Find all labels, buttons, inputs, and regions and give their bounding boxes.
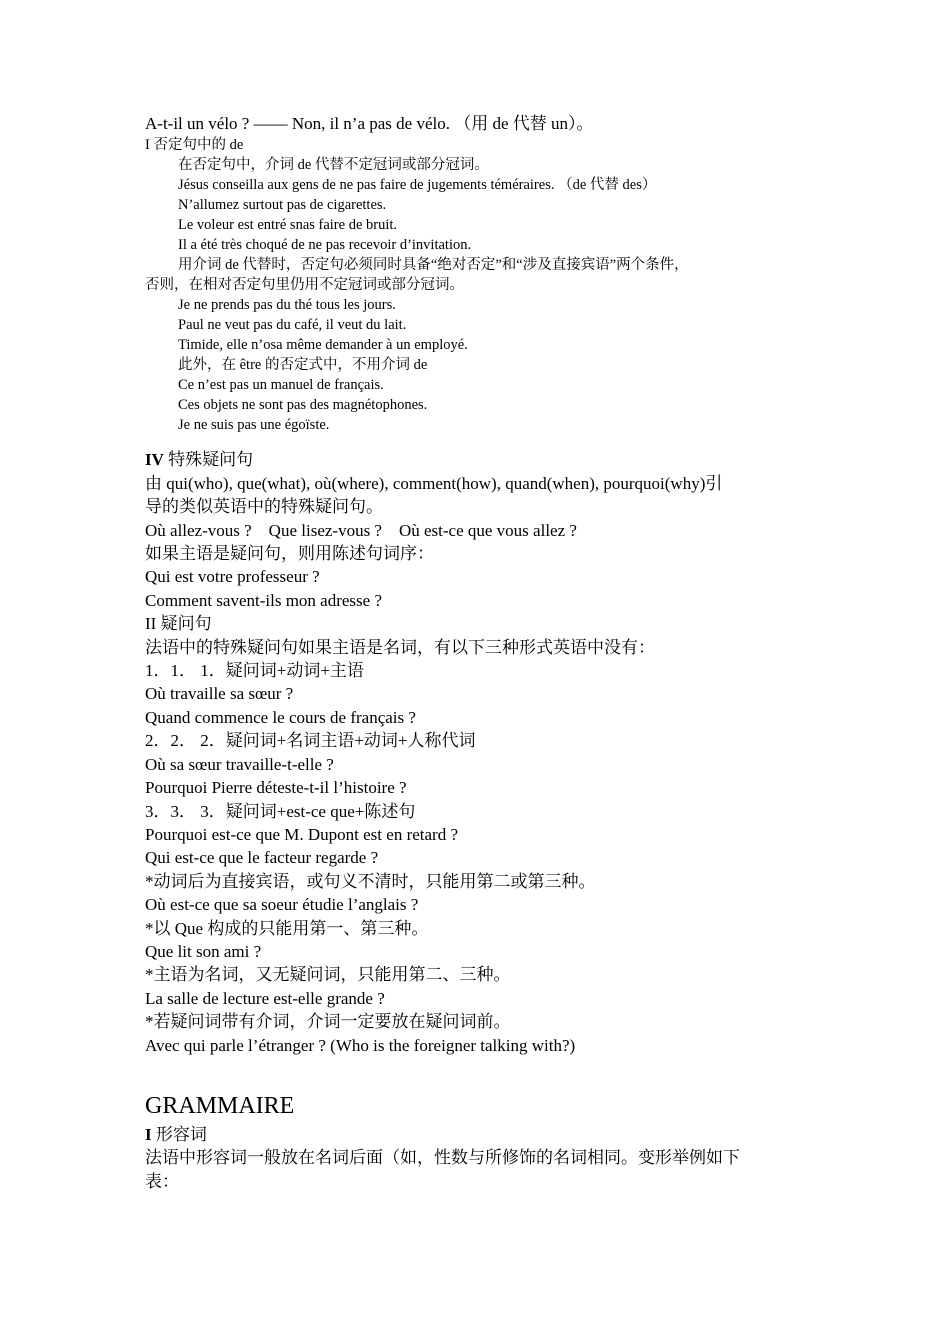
question-intro-cont: 导的类似英语中的特殊疑问句。 (145, 497, 383, 517)
question-intro: 由 qui(who), que(what), où(where), comment(how), quand(when), pourquoi(why)引 (145, 473, 723, 493)
question-line: 法语中的特殊疑问句如果主语是名词，有以下三种形式英语中没有： (145, 637, 655, 657)
question-line: *动词后为直接宾语，或句义不清时，只能用第二或第三种。 (145, 871, 596, 891)
negation-example: Jésus conseilla aux gens de ne pas faire de jugements téméraires. （de 代替 des） (178, 177, 657, 194)
negation-example: Il a été très choqué de ne pas recevoir d’invitation. (178, 237, 472, 254)
question-line: La salle de lecture est-elle grande ? (145, 988, 385, 1008)
negation-rule-3: 此外，在 être 的否定式中，不用介词 de (178, 357, 428, 374)
question-line: 1．1． 1．疑问词+动词+主语 (145, 661, 364, 681)
adjective-text: 法语中形容词一般放在名词后面（如，性数与所修饰的名词相同。变形举例如下 (145, 1148, 740, 1168)
question-line: Quand commence le cours de français ? (145, 707, 416, 727)
adjective-heading-number: I (145, 1124, 152, 1144)
question-line: Où allez-vous ? Que lisez-vous ? Où est-ce que vous allez ? (145, 520, 577, 540)
question-line: Pourquoi Pierre déteste-t-il l’histoire ? (145, 778, 407, 798)
negation-heading: I 否定句中的 de (145, 137, 244, 154)
question-line: 如果主语是疑问句，则用陈述句词序： (145, 544, 434, 564)
intro-line: A-t-il un vélo ? —— Non, il n’a pas de vélo. （用 de 代替 un）。 (145, 114, 594, 133)
question-line: 2．2． 2．疑问词+名词主语+动词+人称代词 (145, 731, 476, 751)
grammar-title: GRAMMAIRE (145, 1092, 295, 1119)
adjective-text-cont: 表： (145, 1171, 179, 1191)
negation-example: Le voleur est entré snas faire de bruit. (178, 217, 398, 234)
question-line: Qui est-ce que le facteur regarde ? (145, 848, 379, 868)
question-heading (145, 448, 810, 471)
question-line: Où sa sœur travaille-t-elle ? (145, 754, 334, 774)
question-line: *以 Que 构成的只能用第一、第三种。 (145, 918, 429, 938)
negation-rule-1: 在否定句中，介词 de 代替不定冠词或部分冠词。 (178, 157, 489, 174)
negation-example: Paul ne veut pas du café, il veut du lait. (178, 317, 407, 334)
spacer (145, 435, 810, 448)
negation-rule-2: 用介词 de 代替时，否定句必须同时具备“绝对否定”和“涉及直接宾语”两个条件， (178, 257, 689, 274)
question-line: Que lit son ami ? (145, 941, 262, 961)
negation-example: Je ne prends pas du thé tous les jours. (178, 297, 396, 314)
question-line: Avec qui parle l’étranger ? (Who is the foreigner talking with?) (145, 1035, 576, 1055)
document-page (145, 112, 810, 1193)
question-line: *若疑问词带有介词，介词一定要放在疑问词前。 (145, 1012, 511, 1032)
negation-example: Ce n’est pas un manuel de français. (178, 377, 384, 394)
question-line: Comment savent-ils mon adresse ? (145, 590, 383, 610)
question-line: 3．3． 3．疑问词+est-ce que+陈述句 (145, 801, 416, 821)
question-line: Pourquoi est-ce que M. Dupont est en retard ? (145, 824, 458, 844)
negation-example: N’allumez surtout pas de cigarettes. (178, 197, 387, 214)
question-line: Qui est votre professeur ? (145, 567, 320, 587)
question-line: *主语为名词，又无疑问词，只能用第二、三种。 (145, 965, 511, 985)
negation-example: Ces objets ne sont pas des magnétophones. (178, 397, 428, 414)
question-line: Où travaille sa sœur ? (145, 684, 294, 704)
question-line: II 疑问句 (145, 614, 212, 634)
question-line: Où est-ce que sa soeur étudie l’anglais ? (145, 895, 419, 915)
question-heading-number: IV (145, 450, 164, 470)
negation-rule-2-cont: 否则，在相对否定句里仍用不定冠词或部分冠词。 (145, 277, 464, 294)
adjective-heading (145, 1123, 810, 1146)
question-heading-text: 特殊疑问句 (163, 450, 254, 470)
negation-example: Je ne suis pas une égoïste. (178, 417, 330, 434)
negation-example: Timide, elle n’osa même demander à un employé. (178, 337, 468, 354)
adjective-heading-text: 形容词 (151, 1124, 207, 1144)
spacer (145, 1057, 810, 1091)
